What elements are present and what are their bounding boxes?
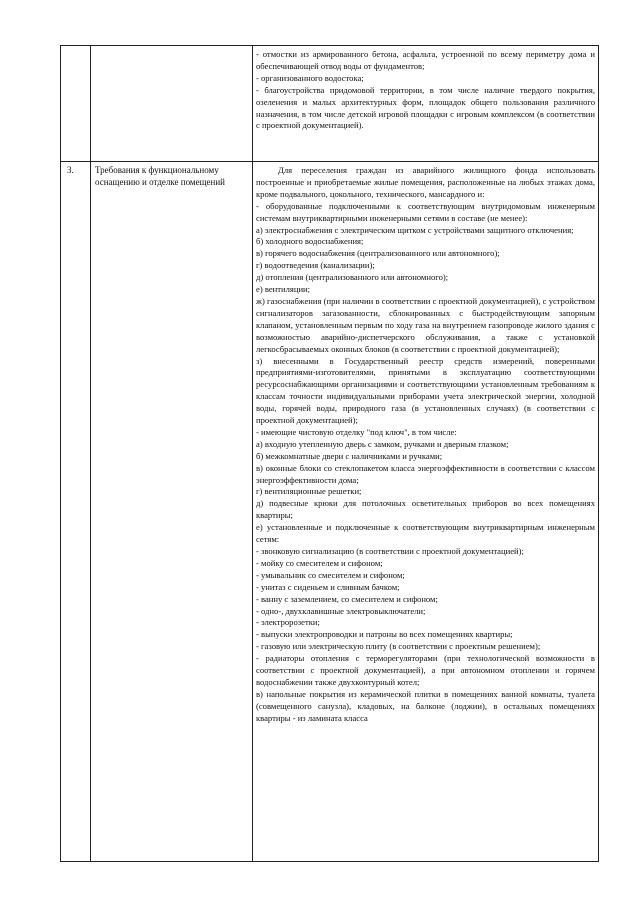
list-item: - унитаз с сиденьем и сливным бачком; [256, 581, 400, 592]
list-item: - одно-, двухклавишные электровыключатели; [256, 605, 426, 616]
paragraph: Для переселения граждан из аварийного жилищного фонда использовать построенные и приобретаемые жилые помещения, расположенные на любых этажах дома, кроме подвального, цокольного, технического, мансардного и: [256, 165, 595, 199]
list-item: б) холодного водоснабжения; [256, 236, 364, 247]
list-item: - имеющие чистовую отделку "под ключ", в том числе: [256, 426, 457, 437]
list-item: - ванну с заземлением, со смесителем и сифоном; [256, 593, 438, 604]
list-item: г) вентиляционные решетки; [256, 486, 362, 497]
list-item: - выпуски электропроводки и патроны во всех помещениях квартиры; [256, 629, 513, 640]
requirement-name: Требования к функциональному оснащению и отделке помещений [95, 165, 225, 187]
content-cell [253, 46, 599, 162]
list-item: б) межкомнатные двери с наличниками и ручками; [256, 450, 443, 461]
list-item: а) электроснабжения с электрическим щитком с устройствами защитного отключения; [256, 224, 574, 235]
list-item: - газовую или электрическую плиту (в соответствии с проектным решением); [256, 641, 541, 652]
list-item: - мойку со смесителем и сифоном; [256, 557, 383, 568]
row-number-cell [61, 46, 91, 162]
requirement-cell [91, 46, 253, 162]
content-cell [253, 162, 599, 862]
row-number: 3. [67, 165, 74, 175]
requirement-cell [91, 162, 253, 862]
list-item: - электророзетки; [256, 617, 320, 628]
list-item: - умывальник со смесителем и сифоном; [256, 569, 405, 580]
list-item: - отмостки из армированного бетона, асфальта, устроенной по всему периметру дома и обеспечивающей отвод воды от фундаментов; [256, 49, 595, 71]
requirements-table [60, 45, 599, 862]
list-item: е) установленные и подключенные к соответствующим внутриквартирным инженерным сетям: [256, 522, 595, 545]
row-number [61, 46, 90, 49]
list-item: - радиаторы отопления с терморегуляторами (при технологической возможности в соответствии с проектной документацией), а при автономном отоплении и горячем водоснабжении также двухконтурный котел; [256, 653, 595, 687]
list-item: з) внесенными в Государственный реестр средств измерений, поверенными предприятиями-изготовителями, принятыми в эксплуатацию соответствующими ресурсоснабжающими организациями и соответствующими установленным требованиям к классам точности индивидуальными приборами учета электрической энергии, холодной воды, горячей воды, природного газа (в установленных случаях) (в соответствии с проектной документацией); [256, 355, 595, 426]
row-number-cell [61, 162, 91, 862]
list-item: - звонковую сигнализацию (в соответствии с проектной документацией); [256, 546, 524, 556]
list-item: в) горячего водоснабжения (централизованного или автономного); [256, 248, 500, 259]
list-item: - благоустройства придомовой территории, в том числе наличие твердого покрытия, озеленения и малых архитектурных форм, площадок общего пользования различного назначения, в том числе детской игровой площадки с игровым комплексом (в соответствии с проектной документацией). [256, 84, 595, 131]
list-item: д) отопления (централизованного или автономного); [256, 272, 449, 283]
list-item: е) вентиляции; [256, 284, 311, 295]
list-item: а) входную утепленную дверь с замком, ручками и дверным глазком; [256, 438, 509, 449]
table-row [61, 46, 599, 162]
list-item: д) подвесные крюки для потолочных осветительных приборов во всех помещениях квартиры; [256, 498, 595, 521]
list-item: в) оконные блоки со стеклопакетом класса энергоэффективности в соответствии с классом энергоэффективности дома; [256, 462, 595, 485]
requirement-name [91, 46, 252, 49]
list-item: г) водоотведения (канализации); [256, 260, 375, 271]
list-item: - организованного водостока; [256, 72, 364, 83]
list-item: - оборудованные подключенными к соответствующим внутридомовым инженерным системам внутриквартирными инженерными сетями в составе (не менее): [256, 200, 595, 223]
list-item: в) напольные покрытия из керамической плитки в помещениях ванной комнаты, туалета (совмещенного санузла), кладовых, на балконе (лоджии), в остальных помещениях квартиры - из ламината класса [256, 688, 595, 723]
list-item: ж) газоснабжения (при наличии в соответствии с проектной документацией), с устройством сигнализаторов загазованности, сблокированных с быстродействующим запорным клапаном, установленным первым по ходу газа на внутреннем газопроводе жилого здания с возможностью аварийно-диспетчерского обслуживания, а также с установкой легкосбрасываемых оконных блоков (в соответствии с проектной документацией); [256, 295, 595, 354]
table-row [61, 162, 599, 862]
